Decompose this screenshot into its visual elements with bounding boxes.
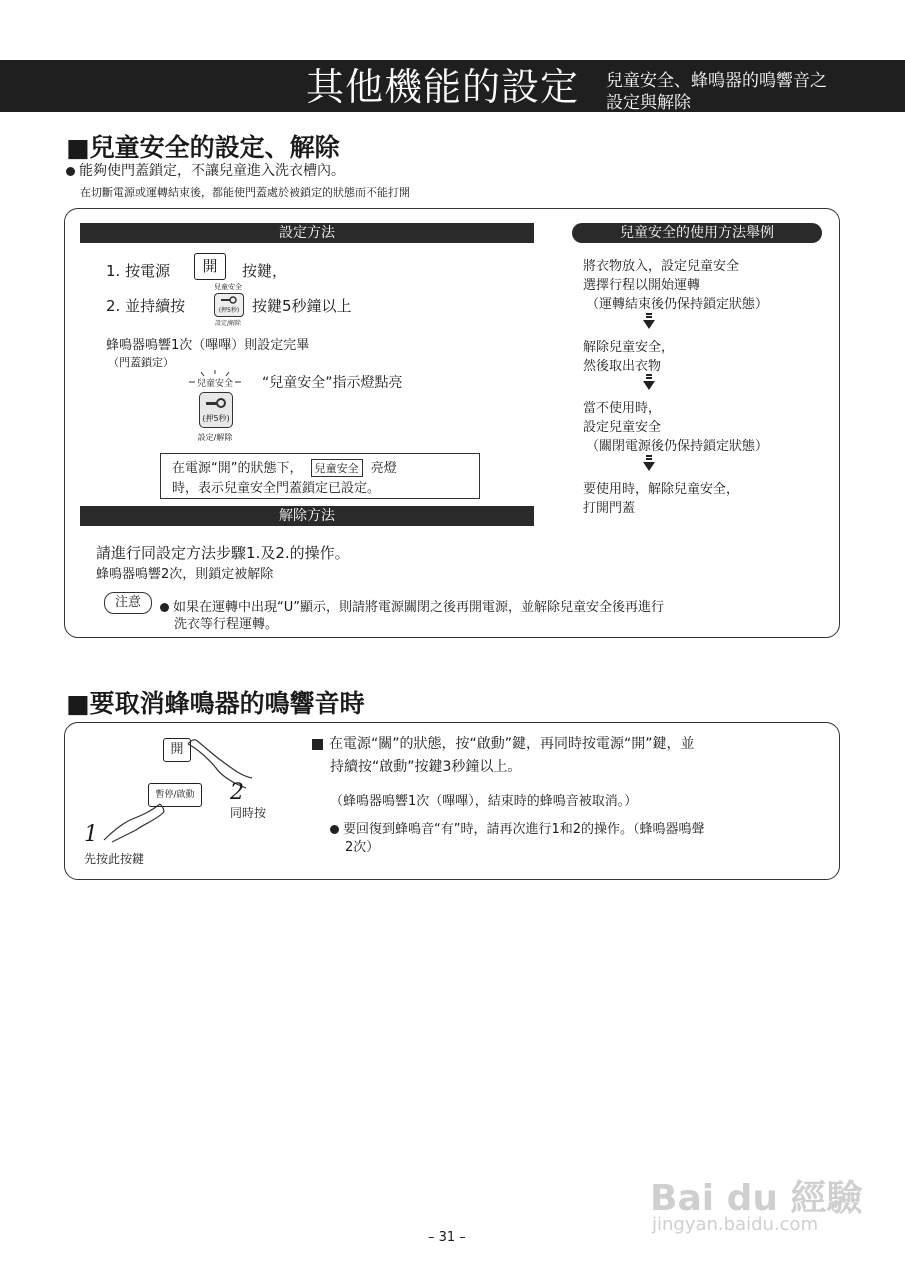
key-icon [200,395,232,411]
example-step1-line3: （運轉結束後仍保持鎖定狀態） [586,297,769,312]
caution-line1: 如果在運轉中出現“U”顯示，則請將電源關閉之後再開電源，並解除兒童安全後再進行 [160,596,664,615]
power-open-key: 開 [163,738,191,762]
section-heading-buzzer: ■要取消蜂鳴器的鳴響音時 [66,689,365,718]
buzzer-instruction-line2: 持續按“啟動”按鍵3秒鐘以上。 [330,759,522,775]
setup-header: 設定方法 [80,223,534,243]
bullet-icon [330,825,339,834]
indicator-illustration: 兒童安全 (押5秒) 設定/解除 [185,370,245,450]
example-step4-line2: 打開門蓋 [583,501,636,516]
setup-complete-text: 蜂鳴器鳴響1次（嗶嗶）則設定完畢 [106,338,310,353]
intro-bullet: 能夠使門蓋鎖定，不讓兒童進入洗衣槽內。 [66,160,345,180]
example-step1-line2: 選擇行程以開始運轉 [583,278,701,293]
page-title: 其他機能的設定 [306,65,580,109]
page-subtitle-line1: 兒童安全、蜂鳴器的鳴響音之 [606,71,827,91]
example-step3-line2: 設定兒童安全 [583,420,662,435]
label-press-together: 同時按 [230,806,267,820]
step1-suffix: 按鍵， [242,262,288,280]
down-arrow-icon [643,313,655,331]
step1-text: 1. 按電源 [106,262,171,280]
buzzer-restore-line2: 2次） [345,840,380,855]
indicator-text: “兒童安全”指示燈點亮 [262,375,403,391]
buzzer-result: （蜂鳴器鳴響1次（嗶嗶），結束時的蜂鳴音被取消。） [330,794,638,809]
example-step3-line1: 當不使用時， [583,401,662,416]
step-number-2: 2 [230,780,244,805]
child-lock-key-button: (押5秒) [214,293,244,317]
page-number: – 31 – [428,1230,466,1245]
down-arrow-icon [643,374,655,392]
step2-suffix: 按鍵5秒鐘以上 [252,297,352,315]
example-step2-line2: 然後取出衣物 [583,359,662,374]
example-step2-line1: 解除兒童安全， [583,340,675,355]
lock-status-line1: 在電源“開”的狀態下， 兒童安全 亮燈 [172,461,397,476]
step-number-1: 1 [84,822,98,847]
bullet-icon [66,167,75,176]
indicator-label: 兒童安全 [196,379,233,389]
pause-start-key: 暫停/啟動 [148,783,202,807]
caution-label: 注意 [104,592,152,614]
release-header: 解除方法 [80,506,534,526]
example-step4-line1: 要使用時，解除兒童安全， [583,482,740,497]
release-line2: 蜂鳴器鳴響2次，則鎖定被解除 [96,567,274,582]
lock-note: （門蓋鎖定） [108,356,174,369]
example-step3-line3: （關閉電源後仍保持鎖定狀態） [586,439,769,454]
buzzer-restore-line1: 要回復到蜂鳴音“有”時，請再次進行1和2的操作。（蜂鳴器鳴聲 [330,818,705,837]
release-line1: 請進行同設定方法步驟1.及2.的操作。 [96,544,350,562]
watermark-url: jingyan.baidu.com [652,1214,819,1235]
child-lock-key-large: (押5秒) [199,392,233,428]
caution-line2: 洗衣等行程運轉。 [174,617,279,632]
section-heading-child-lock: ■兒童安全的設定、解除 [66,133,340,162]
page-subtitle-line2: 設定與解除 [606,93,691,113]
label-press-first: 先按此按鍵 [84,852,145,866]
intro-note: 在切斷電源或運轉結束後，都能使門蓋處於被鎖定的狀態而不能打開 [80,186,410,199]
buzzer-instruction-line1: 在電源“關”的狀態，按“啟動”鍵，再同時按電源“開”鍵，並 [312,733,695,753]
power-on-key: 開 [194,253,226,280]
child-lock-indicator-tag: 兒童安全 [311,459,363,477]
down-arrow-icon [643,455,655,473]
hand-pointing-icon [100,800,166,844]
child-lock-key-small: 兒童安全 (押5秒) 設定/解除 [214,283,242,327]
example-header: 兒童安全的使用方法舉例 [572,223,822,243]
example-step1-line1: 將衣物放入，設定兒童安全 [583,259,740,274]
step2-text: 2. 並持續按 [106,297,186,315]
lock-status-line2: 時，表示兒童安全門蓋鎖定已設定。 [172,481,381,496]
watermark-brand: Bai du 經驗 [650,1178,863,1219]
square-bullet-icon [312,739,323,750]
bullet-icon [160,603,169,612]
